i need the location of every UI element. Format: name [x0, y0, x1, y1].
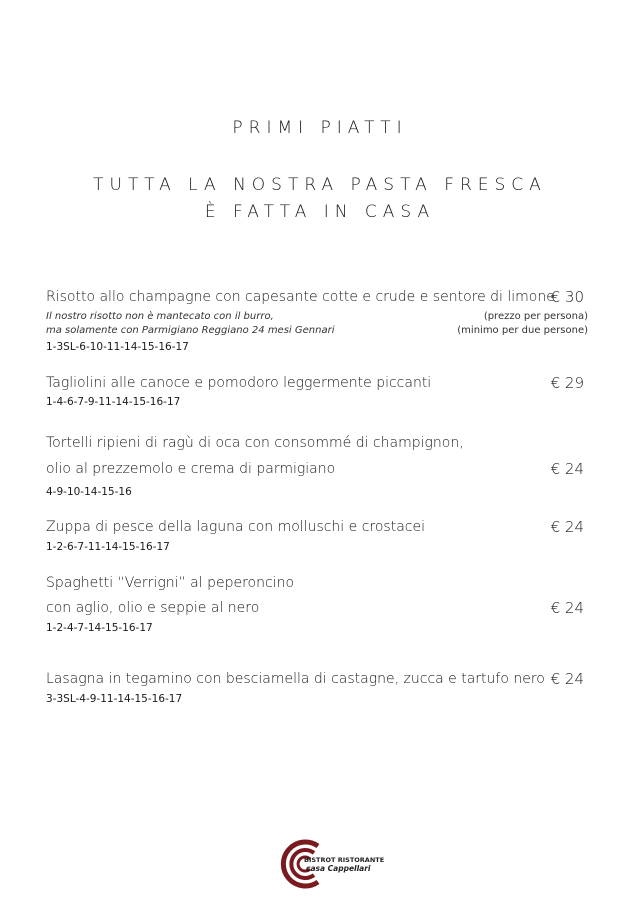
dish-name: Risotto allo champagne con capesante cotte e crude e sentore di limone	[46, 289, 555, 305]
dish-price: € 30	[550, 288, 584, 306]
subtitle-line-2: È FATTA IN CASA	[204, 202, 436, 222]
dish-price: € 29	[550, 374, 584, 392]
dish-price: € 24	[550, 460, 584, 478]
allergens: 1-3SL-6-10-11-14-15-16-17	[46, 341, 189, 353]
dish-note: Il nostro risotto non è mantecato con il burro,	[46, 311, 274, 322]
dish-name: Zuppa di pesce della laguna con molluschi e crostacei	[46, 519, 425, 535]
dish-price: € 24	[550, 670, 584, 688]
dish-name: Lasagna in tegamino con besciamella di castagne, zucca e tartufo nero	[46, 671, 545, 687]
page-title: PRIMI PIATTI	[232, 118, 408, 138]
allergens: 1-2-4-7-14-15-16-17	[46, 622, 153, 634]
logo-line-1: BISTROT RISTORANTE	[304, 856, 385, 864]
allergens: 1-4-6-7-9-11-14-15-16-17	[46, 396, 181, 408]
subtitle-line-1: TUTTA LA NOSTRA PASTA FRESCA	[93, 175, 547, 195]
price-note: (prezzo per persona)	[483, 311, 588, 322]
dish-name: Tagliolini alle canoce e pomodoro leggermente piccanti	[46, 375, 432, 391]
price-note: (minimo per due persone)	[457, 325, 588, 336]
dish-price: € 24	[550, 518, 584, 536]
logo-line-2: casa Cappellari	[306, 864, 371, 873]
dish-price: € 24	[550, 599, 584, 617]
allergens: 1-2-6-7-11-14-15-16-17	[46, 541, 170, 553]
allergens: 3-3SL-4-9-11-14-15-16-17	[46, 693, 183, 705]
dish-name: Spaghetti “Verrigni” al peperoncino	[46, 575, 295, 591]
allergens: 4-9-10-14-15-16	[46, 486, 132, 498]
dish-name: Tortelli ripieni di ragù di oca con consommé di champignon,	[46, 435, 464, 451]
dish-name: con aglio, olio e seppie al nero	[46, 600, 260, 616]
dish-note: ma solamente con Parmigiano Reggiano 24 mesi Gennari	[46, 325, 335, 336]
dish-name: olio al prezzemolo e crema di parmigiano	[46, 461, 336, 477]
restaurant-logo	[278, 838, 385, 890]
